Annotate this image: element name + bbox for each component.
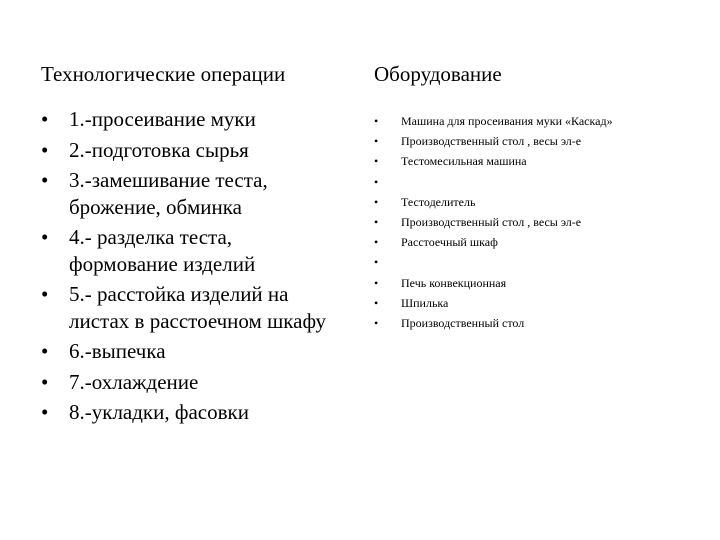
- bullet-icon: •: [374, 134, 379, 149]
- operation-item: [41, 167, 341, 220]
- operations-list: [41, 106, 341, 430]
- equipment-item: [374, 111, 704, 131]
- equipment-item: [374, 212, 704, 232]
- equipment-item: [374, 131, 704, 151]
- operation-item: [41, 106, 341, 133]
- equipment-text: Тестомесильная машина: [401, 154, 527, 169]
- operation-item: [41, 338, 341, 365]
- equipment-item: [374, 313, 704, 333]
- operation-item: [41, 281, 341, 334]
- operation-item: [41, 137, 341, 164]
- equipment-item: [374, 151, 704, 171]
- bullet-icon: •: [374, 235, 379, 250]
- bullet-icon: •: [374, 295, 379, 310]
- equipment-text: Тестоделитель: [401, 194, 476, 209]
- operation-text: 3.-замешивание теста, брожение, обминка: [69, 168, 268, 219]
- operation-text: 6.-выпечка: [69, 339, 166, 363]
- operation-text: 7.-охлаждение: [69, 369, 199, 394]
- operation-text: 5.- расстойка изделий на листах в расстоечном шкафу: [69, 282, 327, 333]
- bullet-icon: •: [41, 107, 49, 131]
- equipment-text: Производственный стол , весы эл-е: [401, 214, 582, 229]
- bullet-icon: •: [41, 137, 49, 162]
- equipment-item: [374, 192, 704, 212]
- equipment-text: Печь конвекционная: [401, 275, 507, 290]
- bullet-icon: •: [374, 174, 379, 189]
- operation-text: 2.-подготовка сырья: [69, 137, 249, 162]
- bullet-icon: •: [374, 315, 379, 330]
- operation-item: [41, 369, 341, 396]
- operation-item: [41, 399, 341, 426]
- equipment-text: Расстоечный шкаф: [401, 235, 498, 250]
- bullet-icon: •: [41, 282, 49, 306]
- operation-text: 8.-укладки, фасовки: [69, 400, 249, 424]
- bullet-icon: •: [374, 154, 379, 169]
- bullet-icon: •: [374, 194, 379, 209]
- equipment-text: Машина для просеивания муки «Каскад»: [401, 114, 613, 128]
- bullet-icon: •: [374, 255, 379, 270]
- equipment-item-empty: [374, 252, 704, 272]
- equipment-text: Шпилька: [401, 295, 449, 310]
- equipment-text: Производственный стол: [401, 315, 525, 330]
- bullet-icon: •: [374, 214, 379, 229]
- operation-text: 1.-просеивание муки: [69, 107, 256, 131]
- equipment-item-empty: [374, 172, 704, 192]
- bullet-icon: •: [374, 275, 379, 290]
- operation-text: 4.- разделка теста, формование изделий: [69, 225, 256, 276]
- bullet-icon: •: [41, 225, 49, 249]
- operations-heading: Технологические операции: [41, 62, 286, 86]
- bullet-icon: •: [41, 400, 49, 424]
- bullet-icon: •: [41, 168, 49, 192]
- equipment-item: [374, 273, 704, 293]
- bullet-icon: •: [374, 114, 379, 128]
- equipment-item: [374, 232, 704, 252]
- bullet-icon: •: [41, 369, 49, 394]
- equipment-item: [374, 293, 704, 313]
- equipment-list: [374, 111, 704, 333]
- equipment-heading: Оборудование: [374, 62, 502, 86]
- bullet-icon: •: [41, 339, 49, 363]
- operation-item: [41, 224, 341, 277]
- equipment-text: Производственный стол , весы эл-е: [401, 134, 582, 149]
